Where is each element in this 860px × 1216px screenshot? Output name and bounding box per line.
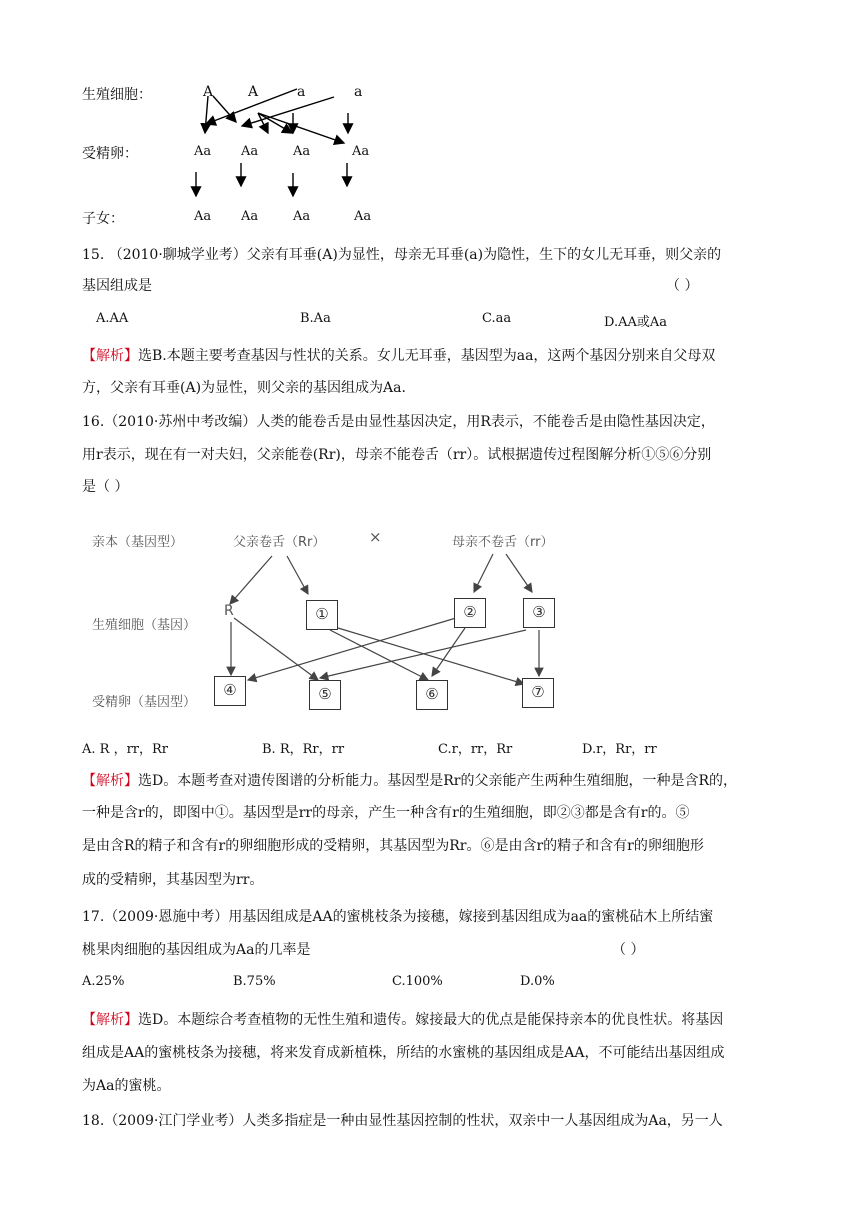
analysis-text: 选B.本题主要考查基因与性状的关系。女儿无耳垂，基因型为aa，这两个基因分别来自父母双 xyxy=(138,348,716,364)
analysis-text: 选D。本题综合考查植物的无性生殖和遗传。嫁接最大的优点是能保持亲本的优良性状。将基因 xyxy=(138,1012,724,1028)
q15-option-c: C.aa xyxy=(482,311,512,326)
child-2: Aa xyxy=(241,209,259,224)
q18-stem-line1: 18.（2009·江门学业考）人类多指症是一种由显性基因控制的性状，双亲中一人基因组成为Aa，另一人 xyxy=(82,1113,723,1129)
gamete-3: a xyxy=(297,84,306,100)
q17-option-b: B.75% xyxy=(233,974,276,989)
q17-analysis-line3: 为Aa的蜜桃。 xyxy=(82,1078,171,1094)
box-5: ⑤ xyxy=(309,680,341,710)
q15-analysis-line2: 方，父亲有耳垂(A)为显性，则父亲的基因组成为Aa. xyxy=(82,380,406,396)
q16-option-a: A. R ，rr，Rr xyxy=(82,742,169,757)
zygote-3: Aa xyxy=(293,144,311,159)
q16-option-c: C.r，rr，Rr xyxy=(438,742,513,757)
analysis-text: 选D。本题考查对遗传图谱的分析能力。基因型是Rr的父亲能产生两种生殖细胞，一种是含R的， xyxy=(138,773,737,789)
q15-stem-line1: 15. （2010·聊城学业考）父亲有耳垂(A)为显性，母亲无耳垂(a)为隐性，生下的女儿无耳垂，则父亲的 xyxy=(82,247,722,263)
mother-genotype: 母亲不卷舌（rr） xyxy=(452,535,554,550)
q17-option-c: C.100% xyxy=(392,974,443,989)
box-2: ② xyxy=(454,598,486,628)
child-4: Aa xyxy=(354,209,372,224)
box-3: ③ xyxy=(523,598,555,628)
gamete-1: A xyxy=(203,84,214,100)
box-1: ① xyxy=(306,600,338,630)
q17-answer-paren: （ ） xyxy=(612,942,645,958)
q15-option-a: A.AA xyxy=(96,311,129,326)
zygote-2: Aa xyxy=(241,144,259,159)
gamete-2: A xyxy=(248,84,259,100)
q16-analysis-line2: 一种是含r的，即图中①。基因型是rr的母亲，产生一种含有r的生殖细胞，即②③都是含有r的。⑤ xyxy=(82,805,690,821)
analysis-tag: 【解析】 xyxy=(82,348,138,364)
gamete-4: a xyxy=(354,84,363,100)
box-4: ④ xyxy=(214,676,246,706)
analysis-tag: 【解析】 xyxy=(82,1012,138,1028)
box-6: ⑥ xyxy=(416,680,448,710)
q16-analysis-line1 xyxy=(82,770,737,790)
child-1: Aa xyxy=(194,209,212,224)
q15-stem-line2: 基因组成是 xyxy=(82,278,152,294)
q16-option-b: B. R，Rr，rr xyxy=(262,742,345,757)
q15-answer-paren: （ ） xyxy=(666,278,699,294)
q17-analysis-line2: 组成是AA的蜜桃枝条为接穗，将来发育成新植株，所结的水蜜桃的基因组成是AA，不可能结出基因组成 xyxy=(82,1045,725,1061)
q17-option-d: D.0% xyxy=(520,974,555,989)
q15-option-b: B.Aa xyxy=(300,311,331,326)
child-3: Aa xyxy=(293,209,311,224)
gamete-R: R xyxy=(224,603,234,619)
q16-stem-line1: 16.（2010·苏州中考改编）人类的能卷舌是由显性基因决定，用R表示，不能卷舌是由隐性基因决定， xyxy=(82,414,715,430)
diagram2-label-zygotes: 受精卵（基因型） xyxy=(92,695,197,710)
row-label-children: 子女： xyxy=(82,211,124,227)
q16-stem-line3: 是（ ） xyxy=(82,479,129,495)
diagram2-label-parents: 亲本（基因型） xyxy=(92,535,184,550)
q16-stem-line2: 用r表示，现在有一对夫妇，父亲能卷(Rr)，母亲不能卷舌（rr）。试根据遗传过程图解分析①⑤⑥分别 xyxy=(82,447,712,463)
q16-analysis-line3: 是由含R的精子和含有r的卵细胞形成的受精卵，其基因型为Rr。⑥是由含r的精子和含有r的卵细胞形 xyxy=(82,838,704,854)
row-label-zygotes: 受精卵： xyxy=(82,146,138,162)
cross-symbol: × xyxy=(369,528,382,546)
row-label-gametes: 生殖细胞： xyxy=(82,87,152,103)
q17-option-a: A.25% xyxy=(82,974,125,989)
zygote-4: Aa xyxy=(352,144,370,159)
q17-analysis-line1 xyxy=(82,1009,723,1029)
q16-option-d: D.r，Rr，rr xyxy=(582,742,657,757)
father-genotype: 父亲卷舌（Rr） xyxy=(233,535,326,550)
zygote-1: Aa xyxy=(194,144,212,159)
analysis-tag: 【解析】 xyxy=(82,773,138,789)
diagram2-label-gametes: 生殖细胞（基因） xyxy=(92,618,197,633)
q17-stem-line1: 17.（2009·恩施中考）用基因组成是AA的蜜桃枝条为接穗，嫁接到基因组成为aa的蜜桃砧木上所结蜜 xyxy=(82,909,714,925)
q16-analysis-line4: 成的受精卵，其基因型为rr。 xyxy=(82,872,264,888)
q15-option-d: D.AA或Aa xyxy=(604,315,668,330)
q17-stem-line2: 桃果肉细胞的基因组成为Aa的几率是 xyxy=(82,942,311,958)
box-7: ⑦ xyxy=(522,678,554,708)
